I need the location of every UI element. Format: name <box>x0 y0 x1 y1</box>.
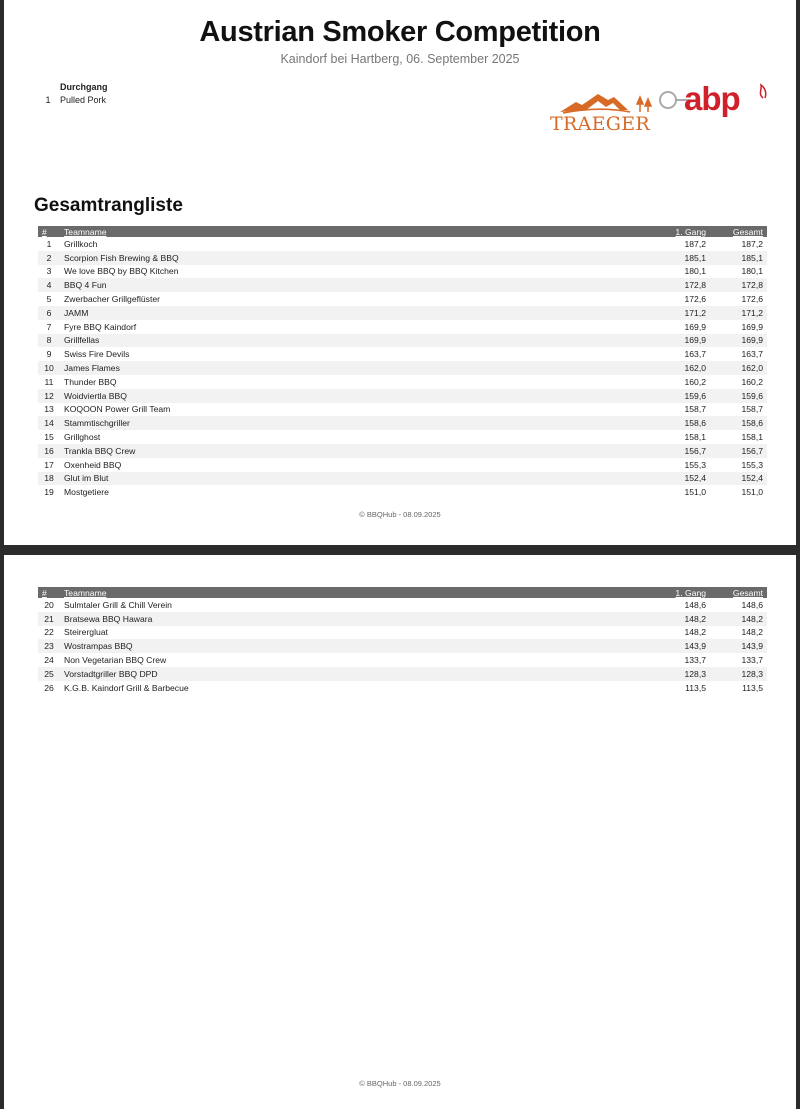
team-name-cell: Fyre BBQ Kaindorf <box>64 321 137 332</box>
round1-score-cell: 187,2 <box>684 238 706 249</box>
round1-score-cell: 156,7 <box>653 444 710 458</box>
rank-cell: 5 <box>46 294 52 305</box>
table-row <box>38 320 767 334</box>
table-row <box>38 306 767 320</box>
team-name-cell: Glut im Blut <box>60 472 653 486</box>
round1-score-cell: 128,3 <box>653 667 710 681</box>
rank-cell: 2 <box>38 251 60 265</box>
total-score-cell: 169,9 <box>741 321 763 332</box>
col-total-header[interactable]: Gesamt <box>710 226 767 237</box>
table-row <box>38 375 767 389</box>
abp-logo-text: abp <box>684 80 740 117</box>
table-row <box>38 653 767 667</box>
rank-cell: 20 <box>44 599 54 610</box>
table-row <box>38 444 767 458</box>
team-name-cell: Grillghost <box>64 432 101 443</box>
total-score-cell: 172,6 <box>741 294 763 305</box>
team-name-cell: Grillkoch <box>64 238 98 249</box>
total-score-cell: 148,6 <box>741 599 763 610</box>
rank-cell: 25 <box>38 667 60 681</box>
rank-cell: 7 <box>46 321 52 332</box>
ranking-table-body <box>38 237 767 499</box>
table-row <box>38 251 767 265</box>
rank-cell: 24 <box>44 655 54 666</box>
rank-cell: 12 <box>38 389 60 403</box>
team-name-cell: Grillfellas <box>60 334 653 348</box>
table-row <box>38 639 767 653</box>
page-subtitle: Kaindorf bei Hartberg, 06. September 2025 <box>280 52 520 66</box>
ranking-table-continued <box>38 587 767 695</box>
table-row <box>38 612 767 626</box>
page-title: Austrian Smoker Competition <box>199 16 601 48</box>
total-score-cell: 162,0 <box>710 361 767 375</box>
total-score-cell: 158,7 <box>741 404 763 415</box>
col-team-header[interactable]: Teamname <box>60 226 653 237</box>
traeger-logo <box>542 88 662 136</box>
table-row <box>38 626 767 640</box>
mountain-icon <box>558 88 658 116</box>
total-score-cell: 160,2 <box>741 376 763 387</box>
table-row <box>38 265 767 279</box>
table-row <box>38 416 767 430</box>
round1-score-cell: 172,6 <box>684 294 706 305</box>
round1-score-cell: 143,9 <box>653 639 710 653</box>
round1-score-cell: 158,6 <box>653 416 710 430</box>
total-score-cell: 151,0 <box>741 487 763 498</box>
ranking-table <box>38 226 767 499</box>
rank-cell: 18 <box>38 472 60 486</box>
round1-score-cell: 159,6 <box>653 389 710 403</box>
team-name-cell: Wostrampas BBQ <box>60 639 653 653</box>
round1-score-cell: 133,7 <box>684 655 706 666</box>
table-row <box>38 458 767 472</box>
team-name-cell: Zwerbacher Grillgeflüster <box>64 294 160 305</box>
round1-score-cell: 185,1 <box>653 251 710 265</box>
table-row <box>38 403 767 417</box>
team-name-cell: Woidviertla BBQ <box>60 389 653 403</box>
round1-score-cell: 148,2 <box>684 627 706 638</box>
total-score-cell: 169,9 <box>710 334 767 348</box>
table-row <box>38 485 767 499</box>
total-score-cell: 185,1 <box>710 251 767 265</box>
team-name-cell: Thunder BBQ <box>64 376 117 387</box>
table-row <box>38 598 767 612</box>
table-header-row <box>38 226 767 237</box>
rank-cell: 10 <box>38 361 60 375</box>
ranking-table-body <box>38 598 767 695</box>
team-name-cell: KOQOON Power Grill Team <box>64 404 171 415</box>
table-row <box>38 389 767 403</box>
table-row <box>38 334 767 348</box>
team-name-cell: We love BBQ by BBQ Kitchen <box>64 266 179 277</box>
team-name-cell: K.G.B. Kaindorf Grill & Barbecue <box>64 682 189 693</box>
rounds-heading: Durchgang <box>60 82 108 92</box>
round1-score-cell: 171,2 <box>653 306 710 320</box>
team-name-cell: Scorpion Fish Brewing & BBQ <box>60 251 653 265</box>
rank-cell: 15 <box>44 432 54 443</box>
total-score-cell: 172,8 <box>710 278 767 292</box>
rank-cell: 17 <box>44 459 54 470</box>
traeger-logo-text: TRAEGER <box>549 113 651 135</box>
table-row <box>38 361 767 375</box>
round1-score-cell: 155,3 <box>684 459 706 470</box>
rank-cell: 16 <box>38 444 60 458</box>
rank-cell: 21 <box>38 612 60 626</box>
total-score-cell: 163,7 <box>741 349 763 360</box>
table-row <box>38 237 767 251</box>
rank-cell: 9 <box>46 349 52 360</box>
team-name-cell: Bratsewa BBQ Hawara <box>60 612 653 626</box>
rank-cell: 14 <box>38 416 60 430</box>
total-score-cell: 152,4 <box>710 472 767 486</box>
team-name-cell: Trankla BBQ Crew <box>60 444 653 458</box>
team-name-cell: Oxenheid BBQ <box>64 459 122 470</box>
section-title: Gesamtrangliste <box>34 195 183 216</box>
total-score-cell: 171,2 <box>710 306 767 320</box>
flame-icon <box>756 82 770 100</box>
team-name-cell: Sulmtaler Grill & Chill Verein <box>64 599 172 610</box>
round1-score-cell: 169,9 <box>684 321 706 332</box>
rank-cell: 22 <box>44 627 54 638</box>
round1-score-cell: 158,7 <box>684 404 706 415</box>
col-rank-header[interactable]: # <box>38 226 60 237</box>
rank-cell: 4 <box>38 278 60 292</box>
col-round1-header[interactable]: 1. Gang <box>653 226 710 237</box>
rank-cell: 6 <box>38 306 60 320</box>
round1-score-cell: 169,9 <box>653 334 710 348</box>
rank-cell: 19 <box>44 487 54 498</box>
total-score-cell: 187,2 <box>741 238 763 249</box>
total-score-cell: 148,2 <box>741 627 763 638</box>
rank-cell: 26 <box>44 682 54 693</box>
total-score-cell: 148,2 <box>710 612 767 626</box>
team-name-cell: Steirergluat <box>64 627 108 638</box>
table-row <box>38 292 767 306</box>
col-round1-header[interactable]: 1. Gang <box>653 587 710 598</box>
team-name-cell: Stammtischgriller <box>60 416 653 430</box>
rank-cell: 3 <box>46 266 52 277</box>
col-team-header[interactable]: Teamname <box>60 587 653 598</box>
table-row <box>38 472 767 486</box>
abp-logo <box>656 80 776 120</box>
rank-cell: 1 <box>46 238 52 249</box>
total-score-cell: 155,3 <box>741 459 763 470</box>
round1-score-cell: 152,4 <box>653 472 710 486</box>
team-name-cell: Non Vegetarian BBQ Crew <box>64 655 167 666</box>
page-footer: © BBQHub - 08.09.2025 <box>359 1079 441 1088</box>
total-score-cell: 133,7 <box>741 655 763 666</box>
table-row <box>38 681 767 695</box>
round-name: Pulled Pork <box>60 95 107 105</box>
total-score-cell: 180,1 <box>741 266 763 277</box>
total-score-cell: 128,3 <box>710 667 767 681</box>
team-name-cell: James Flames <box>60 361 653 375</box>
document-page-2 <box>4 555 796 1109</box>
team-name-cell: Swiss Fire Devils <box>64 349 130 360</box>
table-row <box>38 667 767 681</box>
total-score-cell: 158,1 <box>741 432 763 443</box>
total-score-cell: 143,9 <box>710 639 767 653</box>
total-score-cell: 156,7 <box>710 444 767 458</box>
round-number: 1 <box>45 95 51 105</box>
team-name-cell: Mostgetiere <box>64 487 109 498</box>
round1-score-cell: 151,0 <box>684 487 706 498</box>
table-header-row <box>38 587 767 598</box>
round1-score-cell: 172,8 <box>653 278 710 292</box>
rank-cell: 23 <box>38 639 60 653</box>
col-rank-header[interactable]: # <box>38 587 60 598</box>
table-row <box>38 430 767 444</box>
total-score-cell: 159,6 <box>710 389 767 403</box>
team-name-cell: BBQ 4 Fun <box>60 278 653 292</box>
round1-score-cell: 162,0 <box>653 361 710 375</box>
rank-cell: 11 <box>44 376 54 387</box>
rank-cell: 13 <box>44 404 54 415</box>
table-row <box>38 278 767 292</box>
page-footer: © BBQHub - 08.09.2025 <box>359 510 441 519</box>
round1-score-cell: 163,7 <box>684 349 706 360</box>
rank-cell: 8 <box>38 334 60 348</box>
total-score-cell: 158,6 <box>710 416 767 430</box>
table-row <box>38 347 767 361</box>
round1-score-cell: 148,2 <box>653 612 710 626</box>
col-total-header[interactable]: Gesamt <box>710 587 767 598</box>
round1-score-cell: 158,1 <box>684 432 706 443</box>
team-name-cell: Vorstadtgriller BBQ DPD <box>60 667 653 681</box>
round1-score-cell: 160,2 <box>684 376 706 387</box>
document-page-1 <box>4 0 796 545</box>
team-name-cell: JAMM <box>60 306 653 320</box>
round1-score-cell: 148,6 <box>684 599 706 610</box>
round1-score-cell: 180,1 <box>684 266 706 277</box>
round1-score-cell: 113,5 <box>685 682 706 693</box>
total-score-cell: 113,5 <box>742 682 763 693</box>
